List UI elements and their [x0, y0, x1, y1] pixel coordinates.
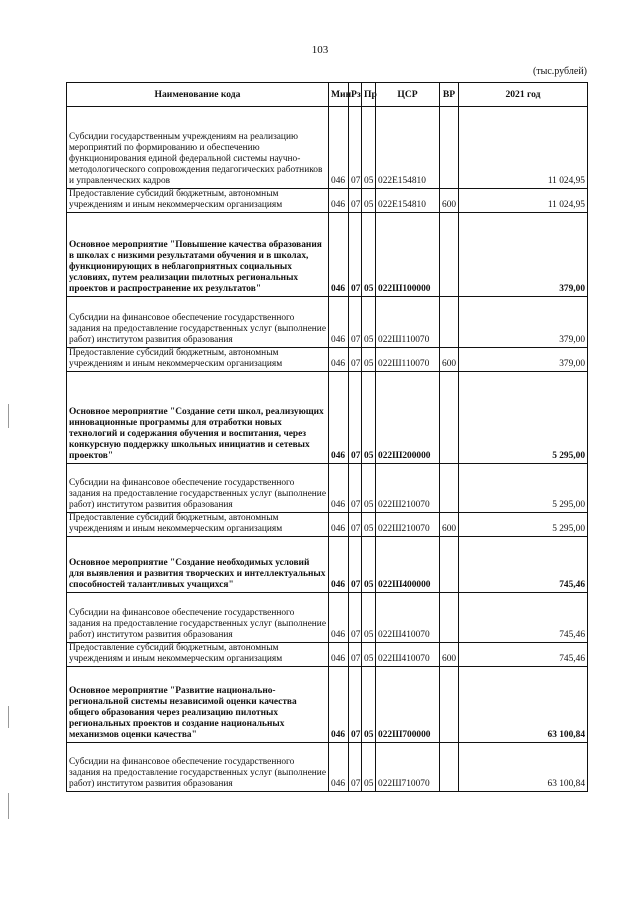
row-amount: 11 024,95 [459, 189, 588, 213]
row-vr: 600 [440, 347, 459, 371]
row-csr: 022Ш700000 [376, 666, 440, 742]
row-pr: 05 [362, 463, 376, 512]
table-row [67, 107, 588, 189]
row-min: 046 [329, 296, 349, 347]
row-rz: 07 [349, 189, 362, 213]
table-row [67, 742, 588, 791]
row-min: 046 [329, 512, 349, 536]
row-vr [440, 536, 459, 592]
row-min: 046 [329, 107, 349, 189]
header-vr: ВР [440, 83, 459, 107]
table-row [67, 642, 588, 666]
row-vr [440, 296, 459, 347]
row-csr: 022Ш110070 [376, 347, 440, 371]
row-amount: 5 295,00 [459, 463, 588, 512]
row-min: 046 [329, 347, 349, 371]
table-row [67, 347, 588, 371]
row-min: 046 [329, 189, 349, 213]
row-csr: 022Ш710070 [376, 742, 440, 791]
row-amount: 11 024,95 [459, 107, 588, 189]
budget-table [66, 82, 588, 792]
row-csr: 022E154810 [376, 189, 440, 213]
margin-mark [8, 793, 9, 819]
row-name: Субсидии на финансовое обеспечение государственного задания на предоставление государственных услуг (выполнение работ) институтом развития образования [67, 463, 329, 512]
table-body [67, 107, 588, 792]
row-name: Предоставление субсидий бюджетным, автономным учреждениям и иным некоммерческим организациям [67, 512, 329, 536]
row-rz: 07 [349, 512, 362, 536]
table-row [67, 592, 588, 642]
row-vr [440, 463, 459, 512]
row-name: Основное мероприятие "Развитие национально-региональной системы независимой оценки качества общего образования через реализацию пилотных региональных проектов и создание национальных механизмов оценки качества" [67, 666, 329, 742]
row-vr: 600 [440, 512, 459, 536]
row-name: Основное мероприятие "Повышение качества образования в школах с низкими результатами обучения и в школах, функционирующих в неблагоприятных социальных условиях, путем реализации пилотных региональных проектов и распространение их результатов" [67, 212, 329, 296]
header-min: Мин [329, 83, 349, 107]
row-amount: 63 100,84 [459, 742, 588, 791]
row-csr: 022E154810 [376, 107, 440, 189]
row-pr: 05 [362, 189, 376, 213]
row-rz: 07 [349, 592, 362, 642]
row-pr: 05 [362, 536, 376, 592]
table-row [67, 296, 588, 347]
row-rz: 07 [349, 642, 362, 666]
table-row [67, 512, 588, 536]
row-name: Предоставление субсидий бюджетным, автономным учреждениям и иным некоммерческим организациям [67, 189, 329, 213]
row-name: Субсидии на финансовое обеспечение государственного задания на предоставление государственных услуг (выполнение работ) институтом развития образования [67, 592, 329, 642]
row-rz: 07 [349, 212, 362, 296]
row-pr: 05 [362, 296, 376, 347]
units-label: (тыс.рублей) [532, 66, 587, 77]
row-rz: 07 [349, 107, 362, 189]
row-min: 046 [329, 463, 349, 512]
row-name: Основное мероприятие "Создание необходимых условий для выявления и развития творческих и интеллектуальных способностей талантливых учащихся" [67, 536, 329, 592]
row-pr: 05 [362, 107, 376, 189]
row-min: 046 [329, 371, 349, 463]
row-csr: 022Ш110070 [376, 296, 440, 347]
row-vr: 600 [440, 189, 459, 213]
row-vr [440, 742, 459, 791]
row-vr [440, 592, 459, 642]
row-csr: 022Ш200000 [376, 371, 440, 463]
row-min: 046 [329, 536, 349, 592]
row-amount: 379,00 [459, 347, 588, 371]
margin-mark [8, 706, 9, 728]
row-rz: 07 [349, 463, 362, 512]
row-csr: 022Ш100000 [376, 212, 440, 296]
row-vr [440, 212, 459, 296]
row-amount: 63 100,84 [459, 666, 588, 742]
row-amount: 5 295,00 [459, 512, 588, 536]
row-pr: 05 [362, 347, 376, 371]
table-row [67, 371, 588, 463]
row-rz: 07 [349, 666, 362, 742]
row-name: Предоставление субсидий бюджетным, автономным учреждениям и иным некоммерческим организациям [67, 347, 329, 371]
header-csr: ЦСР [376, 83, 440, 107]
row-amount: 5 295,00 [459, 371, 588, 463]
row-pr: 05 [362, 642, 376, 666]
header-name: Наименование кода [67, 83, 329, 107]
row-pr: 05 [362, 592, 376, 642]
row-min: 046 [329, 592, 349, 642]
row-rz: 07 [349, 371, 362, 463]
table-row [67, 666, 588, 742]
row-amount: 379,00 [459, 296, 588, 347]
row-amount: 745,46 [459, 536, 588, 592]
row-csr: 022Ш400000 [376, 536, 440, 592]
table-row [67, 189, 588, 213]
row-name: Предоставление субсидий бюджетным, автономным учреждениям и иным некоммерческим организациям [67, 642, 329, 666]
row-vr [440, 371, 459, 463]
row-amount: 379,00 [459, 212, 588, 296]
table-header-row [67, 83, 588, 107]
row-name: Субсидии на финансовое обеспечение государственного задания на предоставление государственных услуг (выполнение работ) институтом развития образования [67, 742, 329, 791]
header-year: 2021 год [459, 83, 588, 107]
row-amount: 745,46 [459, 642, 588, 666]
row-csr: 022Ш410070 [376, 592, 440, 642]
row-csr: 022Ш210070 [376, 463, 440, 512]
row-vr: 600 [440, 642, 459, 666]
row-pr: 05 [362, 742, 376, 791]
header-rz: Рз [349, 83, 362, 107]
row-name: Основное мероприятие "Создание сети школ, реализующих инновационные программы для отработки новых технологий и содержания обучения и воспитания, через конкурсную поддержку школьных инициатив и сетевых проектов" [67, 371, 329, 463]
row-rz: 07 [349, 536, 362, 592]
margin-mark [8, 404, 9, 428]
row-min: 046 [329, 742, 349, 791]
row-vr [440, 107, 459, 189]
row-amount: 745,46 [459, 592, 588, 642]
row-min: 046 [329, 642, 349, 666]
row-name: Субсидии на финансовое обеспечение государственного задания на предоставление государственных услуг (выполнение работ) институтом развития образования [67, 296, 329, 347]
row-rz: 07 [349, 742, 362, 791]
row-pr: 05 [362, 371, 376, 463]
table-row [67, 536, 588, 592]
row-pr: 05 [362, 512, 376, 536]
row-csr: 022Ш410070 [376, 642, 440, 666]
table-row [67, 212, 588, 296]
row-rz: 07 [349, 347, 362, 371]
header-pr: Пр [362, 83, 376, 107]
row-min: 046 [329, 666, 349, 742]
row-pr: 05 [362, 212, 376, 296]
row-csr: 022Ш210070 [376, 512, 440, 536]
row-name: Субсидии государственным учреждениям на реализацию мероприятий по формированию и обеспечению функционирования единой федеральной системы научно-методологического сопровождения педагогических работников и управленческих кадров [67, 107, 329, 189]
row-pr: 05 [362, 666, 376, 742]
table-row [67, 463, 588, 512]
page-number: 103 [311, 44, 329, 56]
row-rz: 07 [349, 296, 362, 347]
row-min: 046 [329, 212, 349, 296]
row-vr [440, 666, 459, 742]
